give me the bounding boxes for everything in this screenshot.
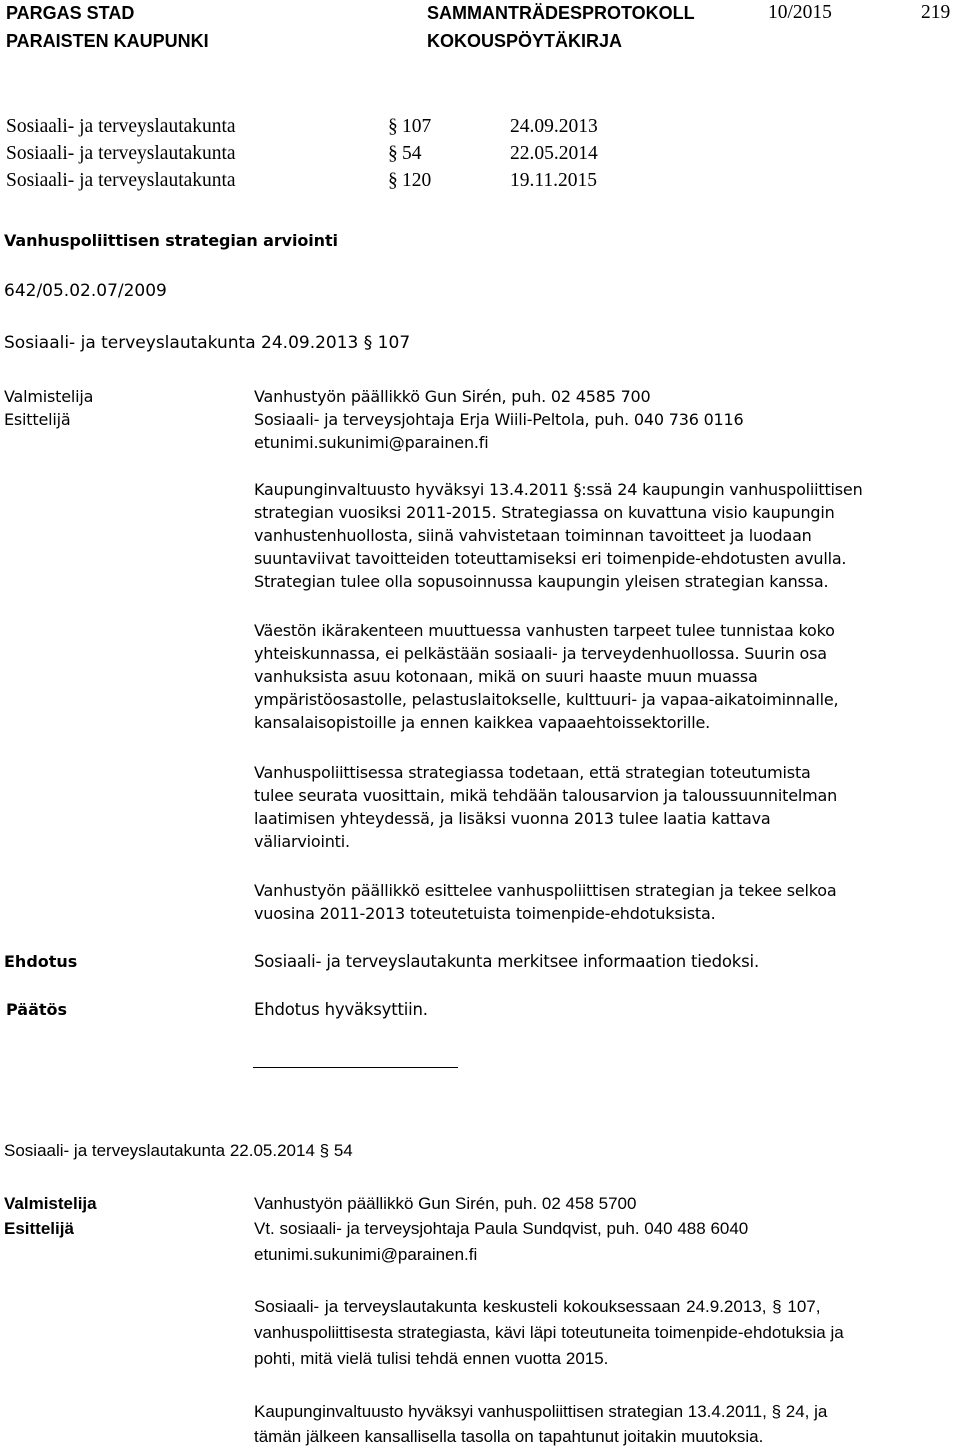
contact-email: etunimi.sukunimi@parainen.fi — [254, 433, 489, 452]
preparer-value: Vanhustyön päällikkö Gun Sirén, puh. 02 4585 700 — [254, 387, 651, 406]
paragraph-line: vuosina 2011-2013 toteutetuista toimenpide-ehdotuksista. — [254, 904, 716, 923]
paragraph-line: tämän jälkeen kansallisella tasolla on tapahtunut joitakin muutoksia. — [254, 1427, 764, 1446]
doc-type-swedish: SAMMANTRÄDESPROTOKOLL — [427, 3, 695, 23]
paragraph-line: Väestön ikärakenteen muuttuessa vanhusten tarpeet tulee tunnistaa koko — [254, 621, 835, 640]
paragraph-line: Kaupunginvaltuusto hyväksyi vanhuspoliittisen strategian 13.4.2011, § 24, ja — [254, 1402, 828, 1421]
paragraph-line: Vanhustyön päällikkö esittelee vanhuspoliittisen strategian ja tekee selkoa — [254, 881, 837, 900]
section-sign: § — [388, 170, 398, 191]
presenter-label: Esittelijä — [4, 1219, 74, 1238]
paragraph-line: vanhustenhuollosta, siinä vahvistetaan toiminnan tavoitteet ja luodaan — [254, 526, 812, 545]
presenter-value: Vt. sosiaali- ja terveysjohtaja Paula Sundqvist, puh. 040 488 6040 — [254, 1219, 749, 1238]
paragraph-line: väliarviointi. — [254, 832, 350, 851]
section-sign: § — [388, 116, 398, 137]
org-name-swedish: PARGAS STAD — [6, 3, 135, 23]
proposal-label: Ehdotus — [4, 952, 78, 971]
org-name-finnish: PARAISTEN KAUPUNKI — [6, 31, 209, 51]
paragraph-line: vanhuksista asuu kotonaan, mikä on suuri haaste muun muassa — [254, 667, 758, 686]
paragraph-line: suuntaviivat tavoitteiden toteuttamiseksi eri toimenpide-ehdotusten avulla. — [254, 549, 847, 568]
paragraph-line: Kaupunginvaltuusto hyväksyi 13.4.2011 §:ssä 24 kaupungin vanhuspoliittisen — [254, 480, 863, 499]
proposal-text: Sosiaali- ja terveyslautakunta merkitsee informaation tiedoksi. — [254, 952, 759, 971]
history-date: 19.11.2015 — [510, 170, 598, 191]
paragraph-line: yhteiskunnassa, ei pelkästään sosiaali- ja terveydenhuollossa. Suurin osa — [254, 644, 827, 663]
paragraph-line: strategian vuosiksi 2011-2015. Strategiassa on kuvattuna visio kaupungin — [254, 503, 835, 522]
paragraph-line: Strategian tulee olla sopusoinnussa kaupungin yleisen strategian kanssa. — [254, 572, 829, 591]
history-date: 22.05.2014 — [510, 143, 598, 164]
paragraph-line: kansalaisopistoille ja ennen kaikkea vapaaehtoissektorille. — [254, 713, 711, 732]
history-body: Sosiaali- ja terveyslautakunta — [6, 116, 236, 137]
paragraph-line: ympäristöosastolle, pelastuslaitokselle, kulttuuri- ja vapaa-aikatoiminnalle, — [254, 690, 839, 709]
paragraph-line: vanhuspoliittisesta strategiasta, kävi läpi toteutuneita toimenpide-ehdotuksia ja — [254, 1323, 844, 1342]
contact-email: etunimi.sukunimi@parainen.fi — [254, 1245, 478, 1264]
section-sign: § — [388, 143, 398, 164]
page-number: 219 — [921, 2, 951, 23]
history-body: Sosiaali- ja terveyslautakunta — [6, 170, 236, 191]
history-number: 107 — [402, 116, 432, 137]
page-title: Vanhuspoliittisen strategian arviointi — [4, 231, 338, 250]
paragraph-line: Sosiaali- ja terveyslautakunta keskusteli kokouksessaan 24.9.2013, § 107, — [254, 1297, 821, 1316]
paragraph-line: laatimisen yhteydessä, ja lisäksi vuonna 2013 tulee laatia kattava — [254, 809, 771, 828]
history-date: 24.09.2013 — [510, 116, 598, 137]
history-number: 120 — [402, 170, 432, 191]
paragraph-line: tulee seurata vuosittain, mikä tehdään talousarvion ja taloussuunnitelman — [254, 786, 838, 805]
issue-number: 10/2015 — [768, 2, 832, 23]
presenter-value: Sosiaali- ja terveysjohtaja Erja Wiili-Peltola, puh. 040 736 0116 — [254, 410, 744, 429]
decision-text: Ehdotus hyväksyttiin. — [254, 1000, 428, 1019]
history-body: Sosiaali- ja terveyslautakunta — [6, 143, 236, 164]
meeting-heading: Sosiaali- ja terveyslautakunta 24.09.2013 § 107 — [4, 333, 411, 353]
reference-number: 642/05.02.07/2009 — [4, 281, 167, 301]
doc-type-finnish: KOKOUSPÖYTÄKIRJA — [427, 31, 623, 51]
history-number: 54 — [402, 143, 422, 164]
decision-label: Päätös — [6, 1000, 68, 1019]
preparer-value: Vanhustyön päällikkö Gun Sirén, puh. 02 458 5700 — [254, 1194, 637, 1213]
presenter-label: Esittelijä — [4, 410, 71, 429]
paragraph-line: pohti, mitä vielä tulisi tehdä ennen vuotta 2015. — [254, 1349, 609, 1368]
preparer-label: Valmistelija — [4, 1194, 97, 1213]
meeting-heading: Sosiaali- ja terveyslautakunta 22.05.2014 § 54 — [4, 1141, 353, 1160]
section-divider — [253, 1067, 458, 1068]
preparer-label: Valmistelija — [4, 387, 94, 406]
paragraph-line: Vanhuspoliittisessa strategiassa todetaan, että strategian toteutumista — [254, 763, 811, 782]
